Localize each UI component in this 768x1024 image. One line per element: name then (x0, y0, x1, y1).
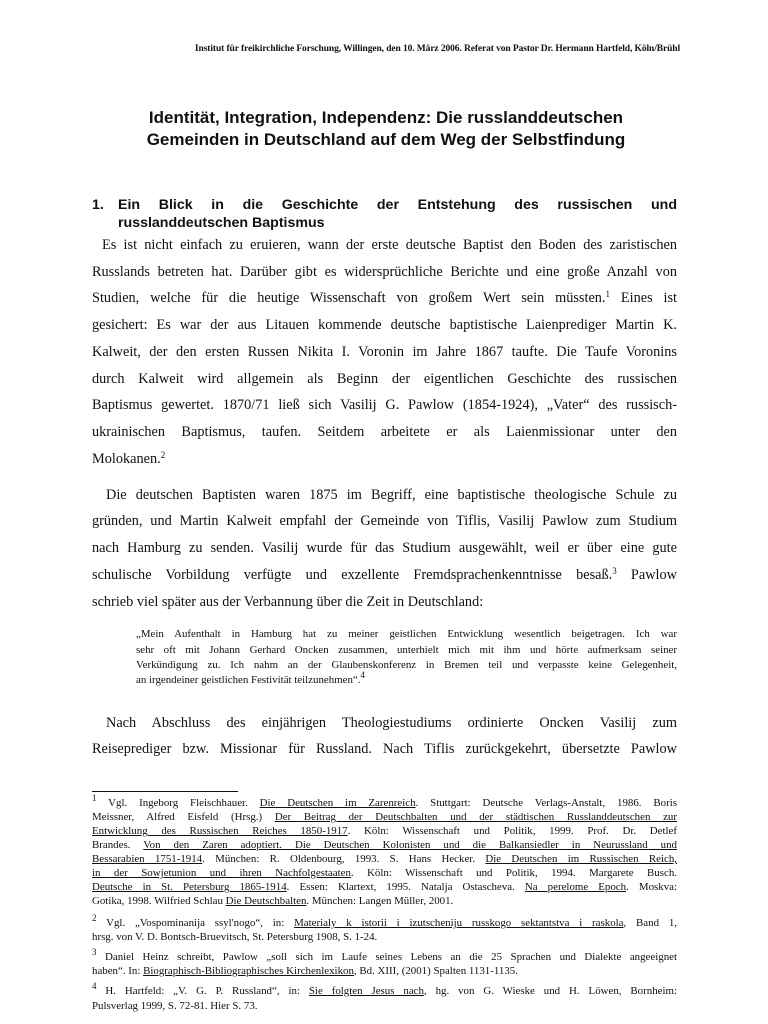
section-number: 1. (92, 197, 104, 213)
footnote-text: H. Hartfeld: „V. G. P. Russland“, in: (96, 985, 309, 997)
footnote-text: Brandes. (92, 839, 144, 851)
body-line (92, 289, 677, 307)
footnote-text: . Köln: Wissenschaft und Politik, 1999. Prof. Dr. Detlef (347, 825, 677, 837)
quote-line: „Mein Aufenthalt in Hamburg hat zu meiner geistlichen Entwicklung wesentlich beigetragen. Ich war (136, 628, 677, 640)
footnote-text: Gotika, 1998. Wilfried Schlau (92, 895, 226, 907)
footnote-title: Sie folgten Jesus nach (308, 985, 424, 997)
footnote-text: . Essen: Klartext, 1995. Natalja Ostascheva. (286, 881, 525, 893)
footnote-line: hrsg. von V. D. Bontsch-Bruevitsch, St. Petersburg 1908, S. 1-24. (92, 931, 378, 943)
body-line: ukrainischen Baptismus, taufen. Seitdem arbeitete er als Laienmissionar unter den (92, 424, 677, 440)
footnote-title: Entwicklung des Russischen Reiches 1850-1917 (92, 825, 348, 837)
footnote-title: Der Beitrag der Deutschbalten und der städtischen Russlanddeutschen zur (274, 811, 677, 823)
quote-text: an irgendeiner geistlichen Festivität teilzunehmen“. (136, 674, 361, 686)
footnote-title: Biographisch-Bibliographisches Kirchenlexikon (143, 965, 354, 977)
footnote-line (92, 867, 677, 881)
quote-line: sehr oft mit Johann Gerhard Oncken zusammen, unterhielt mich mit ihm und hörte aufmerksam seiner (136, 644, 677, 656)
page-header: Institut für freikirchliche Forschung, Willingen, den 10. März 2006. Referat von Pastor Dr. Hermann Hartfeld, Köln/Brühl (194, 44, 680, 54)
document-title (92, 107, 680, 151)
footnote-title: Die Deutschen im Russischen Reich, (485, 853, 677, 865)
body-line: Nach Abschluss des einjährigen Theologiestudiums ordinierte Oncken Vasilij zum (106, 715, 677, 731)
quote-line: Verkündigung zu. Ich nahm an der Glaubenskonferenz in Bremen teil und verpasste keine Gelegenheit, (136, 659, 677, 671)
footnote-title: Bessarabien 1751-1914 (92, 853, 203, 865)
footnote-text: , hg. von G. Wieske und H. Löwen, Bornheim: (423, 985, 677, 997)
body-text: Pawlow (630, 567, 677, 583)
footnote-ref[interactable]: 4 (360, 670, 365, 680)
body-line: Russlands betreten hat. Darüber gibt es widersprüchliche Berichte und eine große Anzahl von (92, 264, 677, 280)
body-line: Die deutschen Baptisten waren 1875 im Begriff, eine baptistische theologische Schule zu (106, 487, 677, 503)
body-line: durch Kalweit wird allgemein als Beginn der eigentlichen Geschichte des russischen (92, 371, 677, 387)
footnote-line (92, 881, 677, 895)
footnote-line (92, 853, 677, 867)
footnote-mark: 3 (92, 947, 97, 957)
footnote-line (92, 825, 677, 839)
footnote-text: . München: Langen Müller, 2001. (306, 895, 454, 907)
body-text: Molokanen. (92, 451, 161, 467)
footnote-line (92, 965, 677, 979)
body-line: gesichert: Es war der aus Litauen kommende deutsche baptistische Laienprediger Martin K. (92, 317, 677, 333)
footnote-text: Vgl. „Vospominanija ssyl'nogo“, in: (96, 917, 295, 929)
footnote-mark: 1 (92, 793, 97, 803)
footnote-title: Deutsche in St. Petersburg 1865-1914 (92, 881, 287, 893)
section-heading (92, 197, 677, 232)
section-title-line-2: russlanddeutschen Baptismus (118, 214, 325, 231)
footnote-line (92, 839, 677, 853)
footnote-separator (92, 791, 238, 792)
body-text: Studien, welche für die heutige Wissenschaft von großem Wert sein müssten. (92, 290, 606, 306)
body-line: Kalweit, der den ersten Russen Nikita I. Voronin im Jahre 1867 taufte. Die Taufe Voronins (92, 344, 677, 360)
footnote-title: Von den Zaren adoptiert. Die Deutschen Kolonisten und die Balkansiedler in Neurussland und (143, 839, 677, 851)
footnote-text: Meissner, Alfred Eisfeld (Hrsg.) (92, 811, 275, 823)
quote-line (136, 670, 677, 687)
footnote-title: Die Deutschbalten (225, 895, 307, 907)
footnote-line (92, 981, 677, 999)
footnote-ref[interactable]: 1 (605, 289, 611, 299)
body-line: nach Hamburg zu senden. Vasilij wurde für das Studium ausgewählt, weil er über eine gute (92, 540, 677, 556)
section-title-line-1: Ein Blick in die Geschichte der Entstehung des russischen und (118, 197, 677, 213)
footnote-title: Die Deutschen im Zarenreich (259, 797, 416, 809)
body-line (92, 450, 677, 468)
body-line: Reiseprediger bzw. Missionar für Russland. Nach Tiflis zurückgekehrt, übersetzte Pawlow (92, 741, 677, 757)
footnote-text: . München: R. Oldenbourg, 1993. S. Hans Hecker. (202, 853, 486, 865)
footnote-line (92, 793, 677, 811)
footnote-text: Daniel Heinz schreibt, Pawlow „soll sich im Laufe seines Lebens an die 25 Sprachen und Dialekte angeeignet (96, 951, 677, 963)
footnote-text: . Stuttgart: Deutsche Verlags-Anstalt, 1986. Boris (415, 797, 677, 809)
footnote-text: . Moskva: (626, 881, 678, 893)
body-line: Baptismus gewertet. 1870/71 ließ sich Vasilij G. Pawlow (1854-1924), „Vater“ des russisch- (92, 397, 677, 413)
title-line-1: Identität, Integration, Independenz: Die russlanddeutschen (148, 108, 624, 127)
footnote-text: Vgl. Ingeborg Fleischhauer. (96, 797, 260, 809)
body-text: schulische Vorbildung verfügte und exzellente Fremdsprachenkenntnisse besaß. (92, 567, 613, 583)
body-line: gründen, und Martin Kalweit empfahl der Gemeinde von Tiflis, Vasilij Pawlow zum Studium (92, 513, 677, 529)
body-line: Es ist nicht einfach zu eruieren, wann der erste deutsche Baptist den Boden des zaristischen (102, 237, 677, 253)
footnote-text: . Köln: Wissenschaft und Politik, 1994. Margarete Busch. (350, 867, 677, 879)
footnote-mark: 4 (92, 981, 97, 991)
footnote-line (92, 895, 677, 909)
footnote-line (92, 811, 677, 825)
footnote-ref[interactable]: 2 (160, 450, 166, 460)
footnote-line (92, 947, 677, 965)
footnote-ref[interactable]: 3 (612, 566, 617, 576)
body-line (92, 566, 677, 584)
body-line: schrieb viel später aus der Verbannung über die Zeit in Deutschland: (92, 594, 484, 610)
title-line-2: Gemeinden in Deutschland auf dem Weg der Selbstfindung (146, 130, 626, 149)
footnote-title: in der Sowjetunion und ihren Nachfolgestaaten (92, 867, 351, 879)
footnote-title: Materialy k istorii i izutscheniju russkogo sektantstva i raskola (294, 917, 624, 929)
footnote-text: , Band 1, (623, 917, 677, 929)
footnote-title: Na perelome Epoch (524, 881, 627, 893)
footnote-line (92, 913, 677, 931)
footnote-text: , Bd. XIII, (2001) Spalten 1131-1135. (353, 965, 518, 977)
footnote-mark: 2 (92, 913, 97, 923)
footnote-text: haben“. In: (92, 965, 144, 977)
body-text: Eines ist (620, 290, 677, 306)
footnote-line: Pulsverlag 1999, S. 72-81. Hier S. 73. (92, 1000, 258, 1012)
